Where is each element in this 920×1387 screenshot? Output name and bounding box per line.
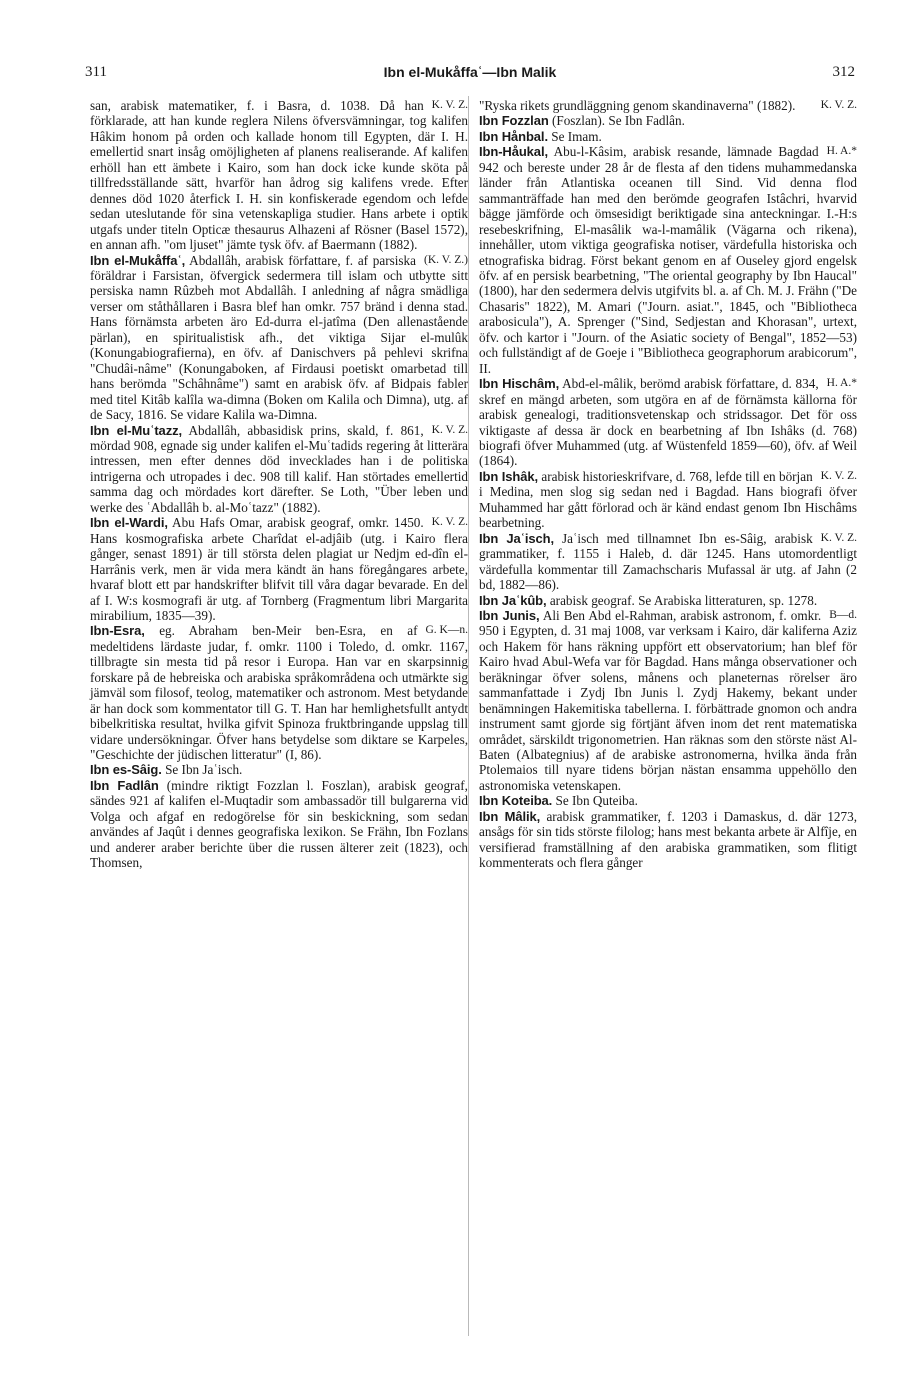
entry-headword: Ibn-Håukal, <box>479 144 548 160</box>
dictionary-entry <box>479 793 857 808</box>
entry-headword: Ibn Fozzlan <box>479 113 549 129</box>
entry-signature: G. K—n. <box>425 624 468 637</box>
dictionary-entry <box>479 608 857 793</box>
entry-signature: B—d. <box>829 608 857 621</box>
dictionary-entry <box>479 129 857 144</box>
dictionary-entry <box>90 762 468 777</box>
entry-text: Abdallâh, abbasidisk prins, skald, f. 861, mördad 908, egnade sig under kalifen el-Muʿtadids regering åt litterära intressen, men efter dennes död invecklades han i de politiska intrigerna och utropades i dec. 908 till kalif. Han störtades emellertid samma dag och mördades kort därefter. Se Loth, "Über leben und werke des ʿAbdallâh b. al-Moʿtazz" (1882). <box>90 422 468 515</box>
entry-signature: K. V. Z. <box>820 531 857 544</box>
dictionary-entry <box>90 253 468 423</box>
dictionary-entry <box>90 98 468 253</box>
entry-headword: Ibn Hånbal. <box>479 128 548 144</box>
entry-text: Abu-l-Kâsim, arabisk resande, lämnade Bagdad 942 och bereste under 28 år de flesta af den tidens muhammedanska länder från Atlantiska oceanen till Sind. Vid denna flod sammanträffade han med den berömde geografen Istâchri, hvarvid bägge jämförde och ömsesidigt beriktigade sina anteckningar. I.-H:s resebeskrifning, El-masâlik wa-l-mamâlik (Vägarna och rikena), innehåller, utom viktiga geografiska notiser, värdefulla historiska och etnografiska bidrag. Först bekant genom en af Ouseley gjord engelsk öfv. af en persisk bearbetning, "The oriental geography by Ibn Haucal" (1800), har den sedermera delvis utgifvits bl. a. af Ch. M. J. Frähn ("De Chasaris" 1822), M. Amari ("Journ. asiat.", 1845, och "Bibliotheca arabosicula"), A. Sprenger ("Sind, Sedjestan and Khorasan", urtext, öfv. och kartor i "Journ. of the Asiatic society of Bengal", 1852—53) och fullständigt af de Goeje i "Bibliotheca geographorum arabicorum", II. <box>479 144 857 376</box>
dictionary-entry <box>479 809 857 871</box>
entry-text: Ali Ben Abd el-Rahman, arabisk astronom, f. omkr. 950 i Egypten, d. 31 maj 1008, var verksam i Kairo, där kaliferna Aziz och Hakem för hans räkning uppfört ett observatorium; han blef för Kairo hvad Abul-Wefa var för Bagdad. Hans många observationer och beräkningar öfver solens, månens och planeternas rörelser äro sammanfattade i Zydj Ibn Junis l. Zydj Hakemy, bekant under benämningen Hakemitiska tabellerna. I. förbättrade gnomon och andra instrument samt gjorde sig förtjänt äfven inom det rent matematiska området, särskildt trigonometrien. Han räknas som den störste näst Al-Baten (Albategnius) af de arabiske astronomerna, hvilka ända från Ptolemaios till nyare tidens början nästan ensamma uppehöllo den astronomiska vetenskapen. <box>479 607 857 793</box>
entry-signature: K. V. Z. <box>431 99 468 111</box>
entry-headword: Ibn Fadlân <box>90 777 159 793</box>
entry-text: eg. Abraham ben-Meir ben-Esra, en af medeltidens lärdaste judar, f. omkr. 1100 i Toledo, d. omkr. 1167, tillbragte sin mesta tid på resor i Europa. Han var en skarpsinnig forskare på de hebreiska och arabiska språkområdena och utmärkte sig jämväl som filosof, teolog, matematiker och astronom. Mest betydande är han dock som kommentator till G. T. Han har hemlighetsfullt antydt bibelkritiska resultat, hvilka gifvit Spinoza fruktbringande uppslag till vidare undersökningar. Öfver hans betydelse som diktare se Karpeles, "Geschichte der jüdischen litteratur" (I, 86). <box>90 623 468 763</box>
entry-headword: Ibn Hischâm, <box>479 376 560 392</box>
page-number-left: 311 <box>85 64 107 80</box>
entry-headword: Ibn el-Wardi, <box>90 515 168 531</box>
dictionary-entry <box>479 113 857 128</box>
dictionary-entry <box>479 144 857 376</box>
entry-text: Jaʿisch med tillnamnet Ibn es-Sâig, arabisk grammatiker, f. 1155 i Haleb, d. där 1245. Hans utomordentligt värdefulla kommentar till Zamachscharis Mufassal är utg. af Jahn (2 bd, 1882—86). <box>479 530 857 593</box>
entry-headword: Ibn Koteiba. <box>479 793 553 809</box>
entry-headword: Ibn Ishâk, <box>479 468 539 484</box>
entry-headword: Ibn el-Muʿtazz, <box>90 422 182 438</box>
entry-headword: Ibn Mâlik, <box>479 808 541 824</box>
entry-headword: Ibn-Esra, <box>90 623 145 639</box>
dictionary-entry <box>479 98 857 113</box>
entry-signature: H. A.* <box>826 377 857 390</box>
entry-headword: Ibn el-Mukåffaʿ, <box>90 252 186 268</box>
entry-signature: K. V. Z. <box>431 423 468 436</box>
dictionary-entry <box>479 469 857 531</box>
entry-text: Abd-el-mâlik, berömd arabisk författare, d. 834, skref en mängd arbeten, som utgöra en af de förnämsta källorna för arabisk genealogi, traditionsvetenskap och stridssagor. Det för oss viktigaste af dessa är dock en bearbetning af Ibn Ishâks (d. 768) biografi öfver Muhammed (utg. af Wüstenfeld 1859—60), öfv. af Weil (1864). <box>479 376 857 469</box>
dictionary-entry <box>90 778 468 871</box>
entry-signature: H. A.* <box>826 145 857 158</box>
entry-signature: K. V. Z. <box>820 469 857 482</box>
dictionary-entry <box>90 623 468 762</box>
entry-signature: K. V. Z. <box>431 516 468 529</box>
entry-headword: Ibn es-Sâig. <box>90 762 162 778</box>
page-number-right: 312 <box>832 64 855 80</box>
entry-text: Se Ibn Jaʿisch. <box>165 762 243 778</box>
entry-headword: Ibn Jaʿisch, <box>479 530 555 546</box>
entry-text: arabisk geograf. Se Arabiska litteraturen, sp. 1278. <box>549 592 818 608</box>
dictionary-entry <box>90 515 468 623</box>
entry-text: "Ryska rikets grundläggning genom skandinaverna" (1882). <box>479 98 796 113</box>
entry-text: arabisk grammatiker, f. 1203 i Damaskus, d. där 1273, ansågs för sin tids störste filolog; hans mest bekanta arbete är Alfîje, en versifierad framställning af den arabiska grammatiken, som flitigt kommenterats och flera gånger <box>479 808 858 871</box>
entry-text: Abu Hafs Omar, arabisk geograf, omkr. 1450. Hans kosmografiska arbete Charîdat el-adjâib (utg. i Kairo flera gånger, senast 1891) är till största delen plagiat ur Nedjm ed-dîn el-Harrânis verk, men är vida mera kändt än hans föregångares arbete, hvaraf blott ett par handskrifter blifvit till våra dagar bevarade. En del af I. W:s kosmografi är utg. af Tornberg (Fragmentum libri Margarita mirabilium, 1835—39). <box>90 515 468 623</box>
right-column <box>479 98 857 871</box>
entry-text: (Foszlan). Se Ibn Fadlân. <box>551 113 685 129</box>
entry-headword: Ibn Jaʿkûb, <box>479 592 547 608</box>
dictionary-entry <box>479 376 857 469</box>
entry-signature: K. V. Z. <box>820 99 857 111</box>
entry-text: (mindre riktigt Fozzlan l. Foszlan), arabisk geograf, sändes 921 af kalifen el-Muqtadir som ambassadör till bulgarerna vid Volga och afgaf en redogörelse för sin beskickning, som sedan användes af Jaqût i dennes geografiska lexikon. Se Frähn, Ibn Fozlans und anderer araber berichte über die russen älterer zeit (1823), och Thomsen, <box>90 777 468 871</box>
entry-signature: (K. V. Z.) <box>424 253 468 266</box>
page-header <box>85 64 855 86</box>
entry-text: Se Imam. <box>551 128 602 144</box>
entry-headword: Ibn Junis, <box>479 607 540 623</box>
dictionary-entry <box>479 531 857 593</box>
entry-text: Se Ibn Quteiba. <box>555 793 638 809</box>
entry-text: Abdallâh, arabisk författare, f. af parsiska föräldrar i Farsistan, öfvergick sedermera till islam och utbytte sitt persiska namn Rûzbeh mot Abdallâh. I anledning af några smädliga verser om ståthållaren i Basra blef han omkr. 757 bränd i denna stad. Hans förnämsta arbeten äro Ed-durra el-jatîma (Den allenastående pärlan), en spiritualistisk afh., det viktiga Sijar el-mulûk (Konungabiografierna), en öfv. af Danischvers på pehlevi skrifna "Chudâi-nâme" (Konungaboken, af Firdausi poetiskt omarbetad till hans berömda "Schâhnâme") samt en arabisk öfv. af Bidpais fabler med titel Kitâb kalîla wa-dimna (Boken om Kalila och Dimna), utg. af de Sacy, 1816. Se vidare Kalila wa-Dimna. <box>90 252 468 423</box>
entry-text: san, arabisk matematiker, f. i Basra, d. 1038. Då han förklarade, att han kunde reglera Nilens öfversvämningar, tog kalifen Hâkim honom på orden och kallade honom till Egypten, där I. H. emellertid snart insåg omöjligheten af planens realiserande. Af kalifen erhöll han ett ämbete i Kairo, som han dock icke kunde sköta på tillfredsställande sätt, hvarför han ådrog sig kalifens vrede. Efter dennes död 1020 återfick I. H. sin konfiskerade egendom och lefde sedan uteslutande för sina vetenskapliga studier. Hans arbete i optik utgafs under titeln Opticæ thesaurus Alhazeni af Rösner (Basel 1572), en annan afh. "om ljuset" jämte tysk öfv. af Baermann (1882). <box>90 98 468 253</box>
column-divider <box>468 96 469 1336</box>
running-title: Ibn el-Mukåffaʿ—Ibn Malik <box>383 64 557 80</box>
dictionary-entry <box>479 593 857 608</box>
entry-text: arabisk historieskrifvare, d. 768, lefde till en början i Medina, men slog sig sedan ned i Bagdad. Hans biografi öfver Muhammed har gått förlorad och är känd endast genom Ibn Hischâms bearbetning. <box>479 468 857 531</box>
dictionary-entry <box>90 423 468 516</box>
left-column <box>90 98 468 871</box>
